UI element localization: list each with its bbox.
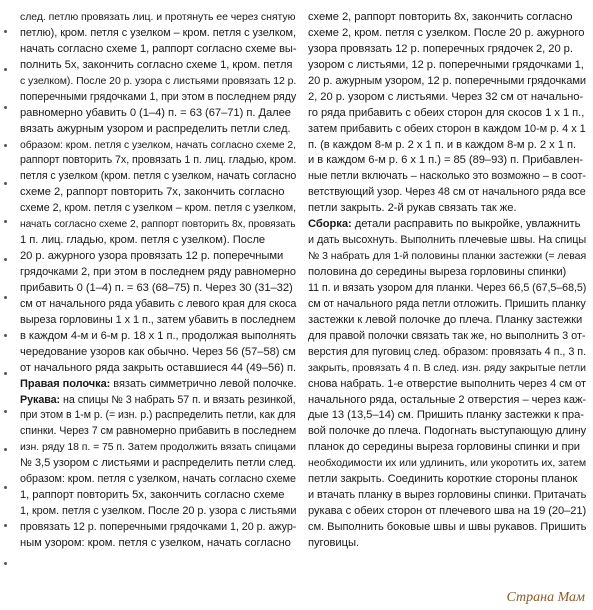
line-text: начать согласно схеме 1, раппорт согласно схеме вы-	[20, 42, 297, 55]
line-text: при этом в 1-м р. (= изн. р.) распределить петли, как для	[20, 409, 296, 422]
line-text: вязать симметрично левой полочке.	[110, 377, 297, 390]
margin-dot	[4, 562, 7, 565]
text-line	[308, 10, 586, 26]
text-line	[308, 520, 586, 536]
text-line	[308, 472, 586, 488]
text-line	[20, 504, 296, 520]
text-line	[308, 424, 586, 440]
text-line	[308, 345, 586, 361]
line-text: след. петлю провязать лиц. и протянуть ее через снятую	[20, 11, 296, 23]
line-text: узора провязать 12 р. поперечных грядочек 2, 20 р.	[308, 42, 573, 55]
section-heading: Правая полочка:	[20, 377, 111, 390]
section-heading: Рукава:	[20, 393, 61, 406]
margin-dot	[4, 106, 7, 109]
text-line	[308, 138, 586, 154]
text-line	[20, 313, 296, 329]
line-text: от начального ряда закрыть оставшиеся 44 (49–56) п.	[20, 361, 296, 374]
line-text: поперечными грядочками 1, при этом в последнем ряду	[20, 90, 297, 103]
line-text: детали расправить по выкройке, увлажнить	[351, 218, 581, 231]
line-text: го ряда прибавить с обеих сторон для скосов 1 х 1 п.,	[308, 106, 585, 119]
right-column	[308, 10, 586, 552]
line-text: схеме 2, кром. петля с узелком – кром. петля с узелком,	[20, 202, 297, 215]
text-line	[308, 440, 586, 456]
text-line	[308, 106, 586, 122]
line-text: с узелком). После 20 р. узора с листьями провязать 12 р.	[20, 75, 297, 87]
text-line	[308, 456, 586, 472]
line-text: для правой полочки связать так же, но выполнить 3 от-	[308, 329, 586, 342]
line-text: пуговицы.	[308, 536, 360, 549]
text-line	[308, 265, 586, 281]
line-text: 11 п. и вязать узором для планки. Через 66,5 (67,5–68,5)	[308, 281, 587, 294]
margin-dot	[4, 182, 7, 185]
line-text: схеме 2, раппорт повторить 7х, закончить согласно	[20, 186, 285, 199]
text-line	[308, 201, 586, 217]
text-line	[20, 345, 296, 361]
text-line	[20, 10, 296, 26]
text-line	[20, 26, 296, 42]
line-text: 20 р. ажурным узором, 12 р. поперечными грядочками	[308, 74, 587, 87]
line-text: см от начального ряда петли отложить. Пришить планку	[308, 297, 586, 310]
text-line	[20, 536, 296, 552]
line-text: 20 р. ажурного узора провязать 12 р. поперечными	[20, 250, 284, 263]
left-column	[20, 10, 296, 552]
line-text: и втачать планку в вырез горловины спинки. Притачать	[308, 489, 587, 502]
line-text: схеме 2, кром. петля с узелком. После 20 р. ажурного	[308, 26, 585, 39]
text-line	[20, 217, 296, 233]
line-text: начать согласно схеме 2, раппорт повторить 8х, провязать	[20, 219, 296, 231]
line-text: равномерно убавить 0 (1–4) п. = 63 (67–71) п. Далее	[20, 106, 291, 119]
text-line	[308, 58, 586, 74]
margin-dot	[4, 334, 7, 337]
line-text: схеме 2, раппорт повторить 8х, закончить согласно	[308, 11, 573, 23]
margin-dot	[4, 30, 7, 33]
line-text: начального ряда, остальные 2 отверстия – через каж-	[308, 393, 587, 406]
line-text: узором с листьями, 12 р. поперечными грядочками 1,	[308, 58, 584, 71]
line-text: и в каждом 6-м р. 6 х 1 п.) = 85 (89–93) п. Прибавлен-	[308, 154, 584, 167]
line-text: грядочками 2, при этом в последнем ряду равномерно	[20, 266, 296, 278]
line-text: провязать 12 р. поперечными грядочками 1, 20 р. ажур-	[20, 521, 297, 533]
line-text: петлю), кром. петля с узелком – кром. петля с узелком,	[20, 26, 296, 39]
line-text: планок до середины выреза горловины спинки и при	[308, 441, 580, 454]
text-line	[20, 377, 296, 393]
text-line	[308, 122, 586, 138]
line-text: петля с узелком (кром. петля с узелком, начать согласно	[20, 170, 297, 183]
line-text: ветствующий узор. Через 48 см от начального ряда все	[308, 186, 586, 199]
text-line	[20, 58, 296, 74]
text-line	[308, 361, 586, 377]
text-line	[308, 153, 586, 169]
margin-dot	[4, 486, 7, 489]
line-text: верстия для пуговиц след. образом: провязать 4 п., 3 п.	[308, 345, 587, 358]
line-text: выреза горловины 1 х 1 п., затем убавить в последнем	[20, 313, 296, 326]
line-text: снова набрать. 1-е отверстие выполнить через 4 см от	[308, 377, 587, 390]
text-line	[20, 393, 296, 409]
line-text: необходимости их или удлинить, или укоротить их, затем	[308, 457, 587, 470]
text-line	[20, 265, 296, 281]
line-text: застежки к левой полочке до плеча. Планку застежки	[308, 313, 583, 326]
text-line	[308, 297, 586, 313]
text-line	[20, 169, 296, 185]
line-text: в каждом 4-м и 6-м р. 18 х 1 п., продолжая выполнять	[20, 329, 297, 342]
line-text: № 3 набрать для 1-й половины планки застежки (= левая	[308, 250, 587, 263]
line-text: изн. ряду 18 п. = 75 п. Затем продолжить вязать спицами	[20, 442, 296, 454]
text-line	[308, 217, 586, 233]
text-line	[308, 408, 586, 424]
text-line	[20, 488, 296, 504]
margin-dot	[4, 68, 7, 71]
line-text: петли закрыть. 2-й рукав связать так же.	[308, 202, 517, 215]
text-line	[20, 440, 296, 456]
line-text: 1, кром. петля с узелком. После 20 р. узора с листьями	[20, 505, 297, 518]
line-text: прибавить 0 (1–4) п. = 63 (68–75) п. Через 30 (31–32)	[20, 281, 293, 294]
text-line	[308, 249, 586, 265]
text-line	[20, 472, 296, 488]
line-text: полнить 5х, закончить согласно схеме 1, кром. петля	[20, 58, 293, 71]
text-line	[20, 456, 296, 472]
text-line	[308, 377, 586, 393]
text-line	[308, 504, 586, 520]
text-line	[20, 281, 296, 297]
text-line	[20, 90, 296, 106]
line-text: 2, 20 р. узором с листьями. Через 32 см от начально-	[308, 90, 584, 103]
text-line	[308, 74, 586, 90]
line-text: образом: кром. петля с узелком, начать согласно схеме	[20, 473, 296, 486]
line-text: половина до середины выреза горловины спинки)	[308, 266, 567, 278]
line-text: чередование узоров как обычно. Через 56 (57–58) см	[20, 345, 296, 358]
line-text: 1, раппорт повторить 5х, закончить согласно схеме	[20, 489, 285, 502]
line-text: ные петли включать – насколько это возможно – в соот-	[308, 170, 586, 183]
line-text: рукава с обеих сторон от плечевого шва на 19 (20–21)	[308, 505, 587, 518]
text-line	[20, 297, 296, 313]
line-text: образом: кром. петля с узелком, начать согласно схеме 2,	[20, 139, 296, 151]
margin-dot	[4, 296, 7, 299]
line-text: см от начального ряда убавить с левого края для скоса	[20, 297, 297, 310]
text-line	[20, 361, 296, 377]
text-line	[308, 536, 586, 552]
line-text: ным узором: кром. петля с узелком, начать согласно	[20, 536, 291, 549]
text-line	[20, 185, 296, 201]
text-line	[308, 329, 586, 345]
text-line	[308, 185, 586, 201]
text-line	[20, 106, 296, 122]
text-line	[308, 393, 586, 409]
text-line	[20, 424, 296, 440]
text-line	[20, 201, 296, 217]
text-line	[20, 122, 296, 138]
line-text: № 3,5 узором с листьями и распределить петли след.	[20, 457, 296, 470]
margin-dot	[4, 448, 7, 451]
text-line	[308, 313, 586, 329]
line-text: вязать ажурным узором и распределить петли след.	[20, 122, 291, 135]
text-line	[20, 138, 296, 154]
line-text: на спицы № 3 набрать 57 п. и вязать резинкой,	[60, 393, 296, 406]
text-line	[20, 153, 296, 169]
line-text: дые 13 (13,5–14) см. Пришить планку застежки к пра-	[308, 409, 584, 422]
line-text: петли закрыть. Соединить короткие стороны планок	[308, 473, 578, 486]
margin-dot	[4, 220, 7, 223]
text-line	[308, 281, 586, 297]
text-line	[20, 233, 296, 249]
margin-dot	[4, 372, 7, 375]
text-line	[308, 90, 586, 106]
text-line	[308, 26, 586, 42]
line-text: п. (в каждом 8-м р. 2 х 1 п. и в каждом 8-м р. 2 х 1 п.	[308, 138, 577, 151]
text-line	[20, 74, 296, 90]
margin-dots	[2, 0, 10, 610]
text-line	[308, 233, 586, 249]
text-line	[20, 520, 296, 536]
margin-dot	[4, 258, 7, 261]
line-text: 1 п. лиц. гладью, кром. петля с узелком). После	[20, 234, 266, 247]
line-text: вой полочке до плеча. Подогнать выступающую длину	[308, 425, 587, 438]
text-line	[308, 42, 586, 58]
line-text: раппорт повторить 7х, провязать 1 п. лиц. гладью, кром.	[20, 154, 297, 167]
section-heading: Сборка:	[308, 218, 352, 231]
margin-dot	[4, 144, 7, 147]
line-text: закрыть, провязать 4 п. В след. изн. ряду закрытые петли	[308, 362, 586, 374]
text-line	[20, 42, 296, 58]
text-line	[20, 249, 296, 265]
line-text: см. Выполнить боковые швы и швы рукавов. Пришить	[308, 521, 587, 533]
line-text: и дать высохнуть. Выполнить плечевые швы. На спицы	[308, 234, 587, 247]
margin-dot	[4, 410, 7, 413]
watermark-logo: Страна Мам	[506, 590, 585, 605]
line-text: спинки. Через 7 см равномерно прибавить в последнем	[20, 425, 297, 438]
text-line	[20, 408, 296, 424]
text-line	[20, 329, 296, 345]
text-line	[308, 169, 586, 185]
line-text: затем прибавить с обеих сторон в каждом 10-м р. 4 х 1	[308, 122, 586, 135]
text-line	[308, 488, 586, 504]
margin-dot	[4, 524, 7, 527]
